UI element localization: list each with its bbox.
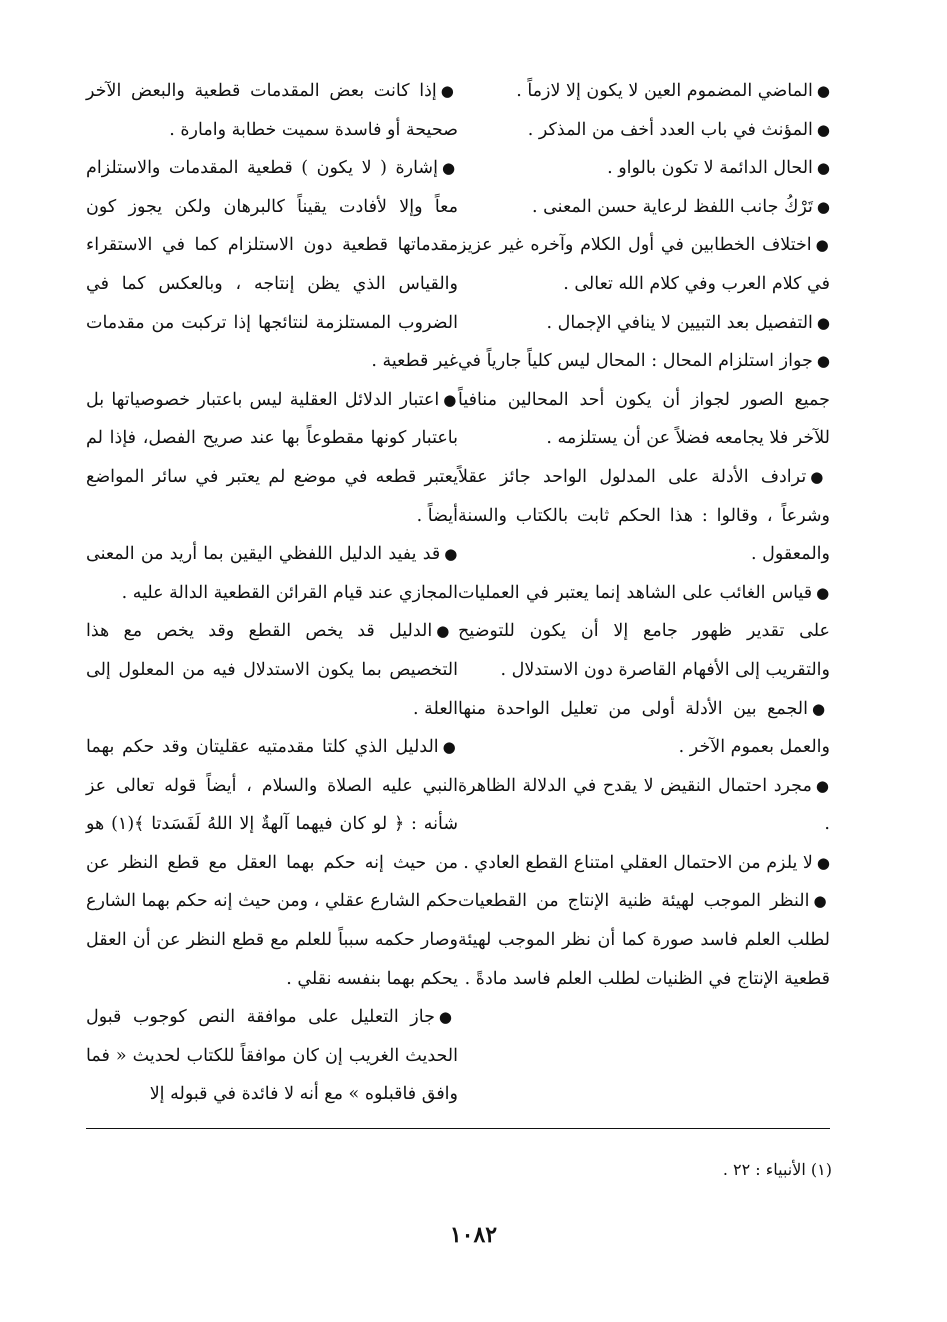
paragraph: ●الماضي المضموم العين لا يكون إلا لازماً . <box>516 81 830 101</box>
bullet-icon: ● <box>441 159 459 178</box>
bullet-icon: ● <box>815 236 830 255</box>
bullet-icon: ● <box>436 622 458 641</box>
paragraph: ●الدليل قد يخص القطع وقد يخص مع هذا التخصيص بما يكون الاستدلال فيه من المعلول إلى العلة . <box>86 621 458 719</box>
bullet-icon: ● <box>440 82 459 100</box>
paragraph: ●جواز استلزام المحال : المحال ليس كلياً جارياً في جميع الصور لجواز أن يكون أحد المحالين منافياً للآخر فلا يجامعه فضلاً عن أن يستلزمه . <box>458 351 831 449</box>
page-number: ١٠٨٢ <box>449 1222 498 1248</box>
bullet-icon: ● <box>816 82 830 100</box>
paragraph: ●الدليل الذي كلتا مقدمتيه عقليتان وقد حكم بهما النبي عليه الصلاة والسلام ، أيضاً قوله تعالى عز شأنه : ﴿ لو كان فيهما آلهةٌ إلا اللهُ لَفَسَدتا ﴾(١) هو من حيث إنه حكم بهما العقل مع قطع النظر عن حكم الشارع عقلي ، ومن حيث إنه حكم بهما الشارع وصار حكمه سبباً للعلم مع قطع النظر عن أن العقل يحكم بهما بنفسه نقلي . <box>86 737 458 989</box>
paragraph: ●مجرد احتمال النقيض لا يقدح في الدلالة الظاهرة . <box>458 775 830 835</box>
bullet-icon: ● <box>815 776 830 795</box>
paragraph: ●اعتبار الدلائل العقلية ليس باعتبار خصوصياتها بل باعتبار كونها مقطوعاً بها عند صريح الفصل، فإذا لم يعتبر قطعه في موضع لم يعتبر في سائر المواضع أيضاً . <box>86 389 458 526</box>
bullet-icon: ● <box>442 738 458 757</box>
bullet-icon: ● <box>816 313 830 332</box>
footnote-divider <box>86 1128 830 1129</box>
bullet-icon: ● <box>813 892 831 911</box>
left-text-column <box>86 72 458 1114</box>
bullet-icon: ● <box>443 390 458 409</box>
bullet-icon: ● <box>816 159 830 178</box>
paragraph: ●جاز التعليل على موافقة النص كوجوب قبول الحديث الغريب إن كان موافقاً للكتاب لحديث « فما وافق فاقبلوه » مع أنه لا فائدة في قبوله إلا <box>86 1007 458 1105</box>
paragraph: ●النظر الموجب لهيئة ظنية الإنتاج من القطعيات لطلب العلم فاسد صورة كما أن نظر الموجب لهيئة قطعية الإنتاج في الظنيات لطلب العلم فاسد مادةً . <box>458 891 831 989</box>
paragraph: ●المؤنث في باب العدد أخف من المذكر . <box>527 119 830 140</box>
paragraph: ●لا يلزم من الاحتمال العقلي امتناع القطع العادي . <box>463 852 830 873</box>
bullet-icon: ● <box>816 197 830 216</box>
paragraph: ●الحال الدائمة لا تكون بالواو . <box>607 158 830 179</box>
footnote: (١) الأنبياء : ٢٢ . <box>722 1160 832 1179</box>
paragraph: ●اختلاف الخطابين في أول الكلام وآخره غير عزيز في كلام العرب وفي كلام الله تعالى . <box>458 235 830 294</box>
paragraph: ●قد يفيد الدليل اللفظي اليقين بما أريد من المعنى المجازي عند قيام القرائن القطعية الدالة عليه . <box>86 544 458 603</box>
bullet-icon: ● <box>444 545 458 564</box>
bullet-icon: ● <box>816 352 831 371</box>
bullet-icon: ● <box>438 1008 458 1027</box>
paragraph: ●إذا كانت بعض المقدمات قطعية والبعض الآخر صحيحة أو فاسدة سميت خطابة وامارة . <box>86 81 459 140</box>
bullet-icon: ● <box>816 583 830 602</box>
paragraph: ●ترادف الأدلة على المدلول الواحد جائز عقلاً وشرعاً ، وقالوا : هذا الحكم ثابت بالكتاب والسنة والمعقول . <box>458 466 830 565</box>
bullet-icon: ● <box>810 467 830 486</box>
paragraph: ●قياس الغائب على الشاهد إنما يعتبر في العمليات على تقدير ظهور جامع إلا أن يكون للتوضيح والتقريب إلى الأفهام القاصرة دون الاستدلال . <box>458 582 830 680</box>
paragraph: ●تَرْكُ جانب اللفظ لرعاية حسن المعنى . <box>531 196 830 217</box>
right-text-column <box>458 72 830 998</box>
bullet-icon: ● <box>812 699 831 718</box>
paragraph: ●التفصيل بعد التبيين لا ينافي الإجمال . <box>546 312 830 333</box>
bullet-icon: ● <box>816 120 830 139</box>
paragraph: ●الجمع بين الأدلة أولى من تعليل الواحدة منها والعمل بعموم الآخر . <box>458 698 831 758</box>
bullet-icon: ● <box>816 853 830 872</box>
paragraph: ●إشارة ( لا يكون ) قطعية المقدمات والاستلزام معاً وإلا لأفادت يقيناً كالبرهان ولكن يجوز كون مقدماتها قطعية دون الاستلزام كما في الاستقراء والقياس الذي يظن إنتاجه ، وبالعكس كما في الضروب المستلزمة لنتائجها إذا تركبت من مقدمات غير قطعية . <box>86 158 459 372</box>
